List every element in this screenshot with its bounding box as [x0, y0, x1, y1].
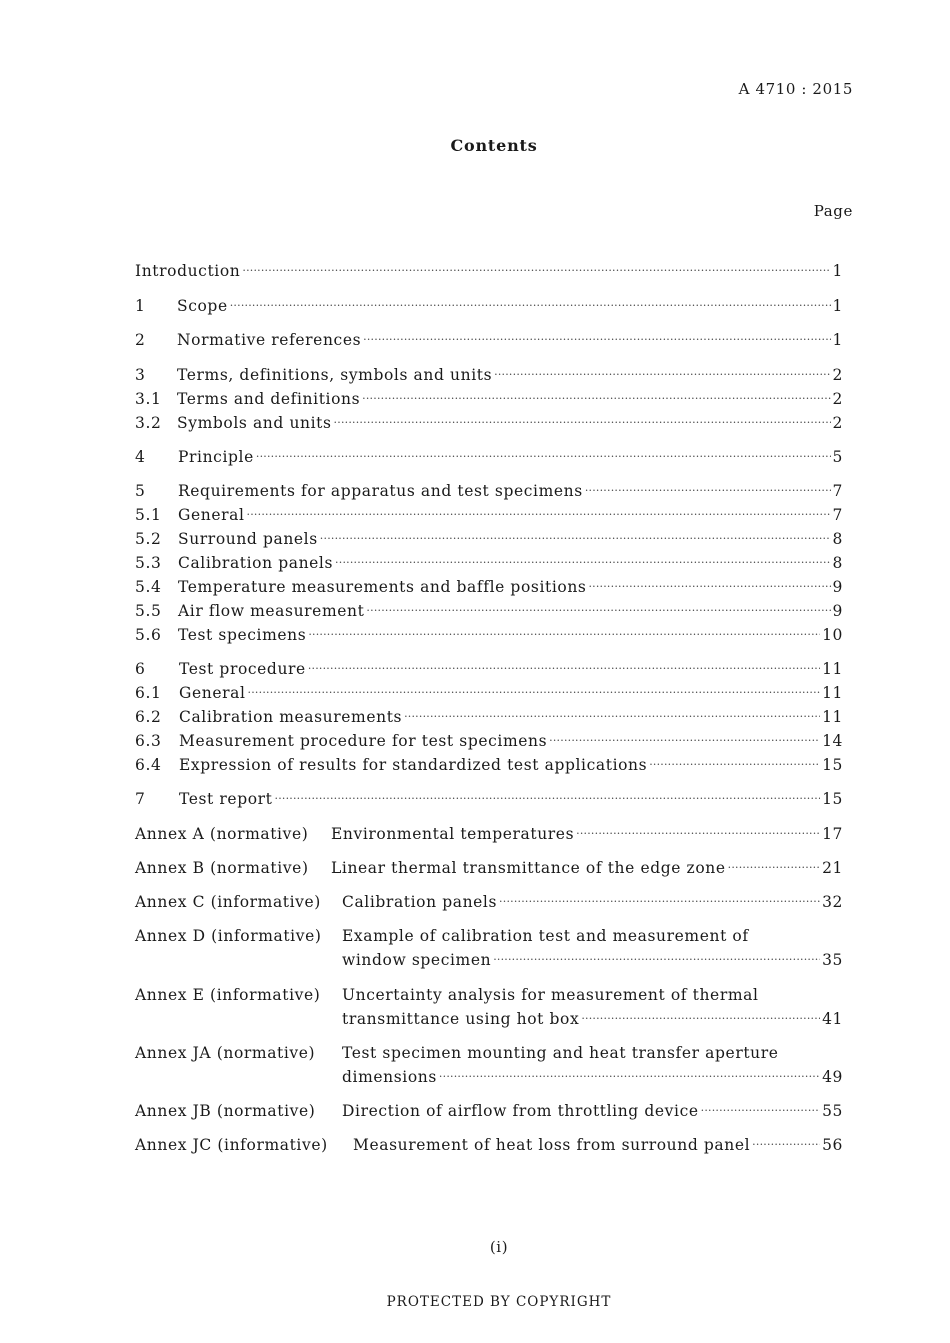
copyright-notice: PROTECTED BY COPYRIGHT	[386, 1294, 612, 1310]
leader-dots	[366, 602, 830, 622]
leader-dots	[248, 684, 821, 704]
toc-entry-annex-jb[interactable]: Annex JB (normative) Direction of airflow from throttling device ····· 55	[135, 1102, 843, 1126]
toc-entry-annex-d-line1[interactable]: Annex D (informative) Example of calibration test and measurement of	[135, 927, 749, 945]
leader-dots	[230, 297, 831, 317]
toc-entry-annex-jc[interactable]: Annex JC (informative) Measurement of heat loss from surround panel ····· 56	[135, 1136, 843, 1160]
toc-entry-2[interactable]: 2 Normative references ····· 1	[135, 331, 843, 355]
leader-dots	[308, 660, 820, 680]
leader-dots	[308, 626, 820, 646]
leader-dots	[320, 530, 831, 550]
leader-dots	[404, 708, 820, 728]
leader-dots	[576, 825, 820, 845]
toc-entry-6-3[interactable]: 6.3 Measurement procedure for test specimens ····· 14	[135, 732, 843, 756]
toc-entry-annex-ja-line2[interactable]: dimensions ····· 49	[342, 1068, 843, 1092]
leader-dots	[585, 482, 831, 502]
toc-entry-1[interactable]: 1 Scope ····· 1	[135, 297, 843, 321]
toc-entry-3-1[interactable]: 3.1 Terms and definitions ····· 2	[135, 390, 843, 414]
leader-dots	[439, 1068, 820, 1088]
toc-entry-6-1[interactable]: 6.1 General ····· 11	[135, 684, 843, 708]
leader-dots	[335, 554, 830, 574]
toc-entry-introduction[interactable]: Introduction ····· 1	[135, 262, 843, 286]
toc-entry-annex-b[interactable]: Annex B (normative) Linear thermal transmittance of the edge zone ····· 21	[135, 859, 843, 883]
leader-dots	[649, 756, 820, 776]
toc-entry-annex-e-line2[interactable]: transmittance using hot box ····· 41	[342, 1010, 843, 1034]
toc-entry-annex-c[interactable]: Annex C (informative) Calibration panels ····· 32	[135, 893, 843, 917]
leader-dots	[362, 390, 830, 410]
toc-entry-annex-ja-line1[interactable]: Annex JA (normative) Test specimen mounting and heat transfer aperture	[135, 1044, 779, 1062]
leader-dots	[334, 414, 831, 434]
toc-entry-3-2[interactable]: 3.2 Symbols and units ····· 2	[135, 414, 843, 438]
toc-entry-5-1[interactable]: 5.1 General ····· 7	[135, 506, 843, 530]
leader-dots	[363, 331, 830, 351]
toc-entry-5[interactable]: 5 Requirements for apparatus and test specimens ····· 7	[135, 482, 843, 506]
page-column-heading: Page	[813, 202, 853, 220]
leader-dots	[275, 790, 821, 810]
toc-entry-annex-e-line1[interactable]: Annex E (informative) Uncertainty analysis for measurement of thermal	[135, 986, 759, 1004]
page-title: Contents	[450, 136, 538, 155]
leader-dots	[549, 732, 820, 752]
toc-entry-annex-d-line2[interactable]: window specimen ····· 35	[342, 951, 843, 975]
leader-dots	[588, 578, 830, 598]
toc-entry-5-5[interactable]: 5.5 Air flow measurement ····· 9	[135, 602, 843, 626]
leader-dots	[493, 951, 820, 971]
standard-number: A 4710 : 2015	[738, 80, 853, 98]
leader-dots	[242, 262, 830, 282]
toc-entry-annex-a[interactable]: Annex A (normative) Environmental temperatures ····· 17	[135, 825, 843, 849]
leader-dots	[247, 506, 831, 526]
toc-entry-6-2[interactable]: 6.2 Calibration measurements ····· 11	[135, 708, 843, 732]
leader-dots	[752, 1136, 820, 1156]
toc-entry-6-4[interactable]: 6.4 Expression of results for standardized test applications ····· 15	[135, 756, 843, 780]
leader-dots	[581, 1010, 820, 1030]
toc-entry-5-3[interactable]: 5.3 Calibration panels ····· 8	[135, 554, 843, 578]
toc-entry-6[interactable]: 6 Test procedure ····· 11	[135, 660, 843, 684]
leader-dots	[728, 859, 820, 879]
leader-dots	[499, 893, 820, 913]
toc-entry-7[interactable]: 7 Test report ····· 15	[135, 790, 843, 814]
toc-entry-5-4[interactable]: 5.4 Temperature measurements and baffle positions ····· 9	[135, 578, 843, 602]
toc-entry-3[interactable]: 3 Terms, definitions, symbols and units ····· 2	[135, 366, 843, 390]
toc-entry-4[interactable]: 4 Principle ····· 5	[135, 448, 843, 472]
page-folio: (i)	[489, 1238, 509, 1256]
leader-dots	[494, 366, 830, 386]
toc-entry-5-2[interactable]: 5.2 Surround panels ····· 8	[135, 530, 843, 554]
leader-dots	[256, 448, 831, 468]
toc-entry-5-6[interactable]: 5.6 Test specimens ····· 10	[135, 626, 843, 650]
leader-dots	[701, 1102, 820, 1122]
